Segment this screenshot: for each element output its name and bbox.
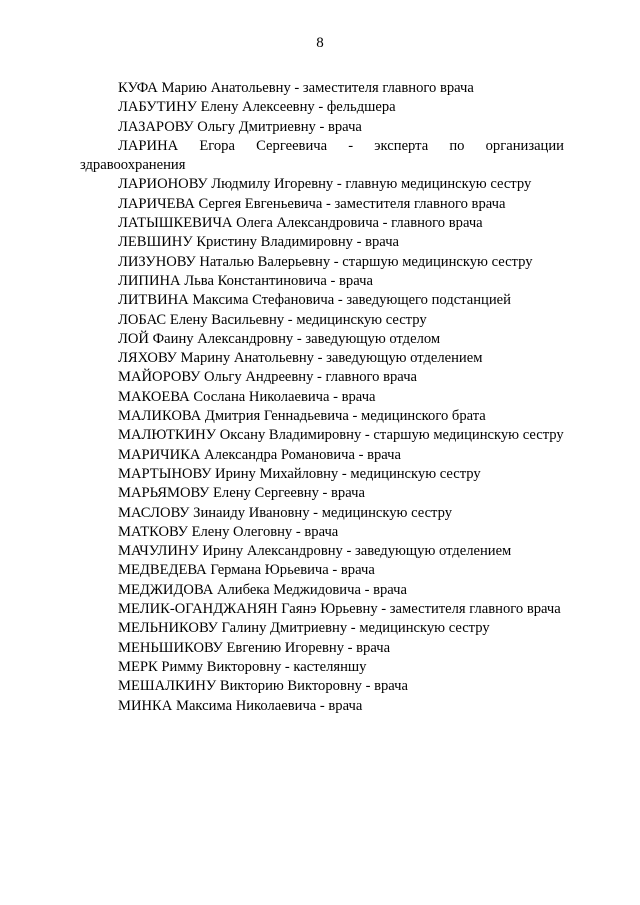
list-item: ЛОЙ Фаину Александровну - заведующую отделом	[118, 330, 441, 347]
page-number: 8	[316, 35, 324, 51]
entry-list	[80, 79, 564, 716]
list-item: ЛИПИНА Льва Константиновича - врача	[118, 272, 373, 289]
list-item: МАСЛОВУ Зинаиду Ивановну - медицинскую сестру	[118, 504, 453, 521]
list-item: ЛАТЫШКЕВИЧА Олега Александровича - главного врача	[118, 215, 483, 232]
list-item: МАЙОРОВУ Ольгу Андреевну - главного врача	[118, 369, 418, 386]
list-item: МЕДВЕДЕВА Германа Юрьевича - врача	[118, 562, 375, 579]
list-item: ЛАБУТИНУ Елену Алексеевну - фельдшера	[118, 99, 396, 116]
list-item: ЛИТВИНА Максима Стефановича - заведующего подстанцией	[118, 292, 511, 309]
list-item: ЛАРИОНОВУ Людмилу Игоревну - главную медицинскую сестру	[118, 176, 532, 193]
list-item: МЕЛЬНИКОВУ Галину Дмитриевну - медицинскую сестру	[118, 620, 490, 637]
list-item: МАТКОВУ Елену Олеговну - врача	[118, 523, 339, 540]
list-item: МАКОЕВА Сослана Николаевича - врача	[118, 388, 376, 405]
list-item: КУФА Марию Анатольевну - заместителя главного врача	[118, 80, 474, 96]
list-item: ЛИЗУНОВУ Наталью Валерьевну - старшую медицинскую сестру	[118, 253, 533, 270]
list-item: МАЛЮТКИНУ Оксану Владимировну - старшую медицинскую сестру	[118, 427, 564, 444]
list-item: ЛАЗАРОВУ Ольгу Дмитриевну - врача	[118, 118, 362, 135]
list-item: МАРТЫНОВУ Ирину Михайловну - медицинскую сестру	[118, 465, 481, 482]
list-item: МЕЛИК-ОГАНДЖАНЯН Гаянэ Юрьевну - заместителя главного врача	[118, 601, 561, 618]
list-item: МЕШАЛКИНУ Викторию Викторовну - врача	[118, 678, 408, 695]
list-item: ЛЯХОВУ Марину Анатольевну - заведующую отделением	[118, 350, 483, 367]
list-item: МАЧУЛИНУ Ирину Александровну - заведующую отделением	[118, 543, 512, 560]
list-item: МЕНЬШИКОВУ Евгению Игоревну - врача	[118, 639, 391, 656]
list-item: ЛОБАС Елену Васильевну - медицинскую сестру	[118, 311, 427, 328]
list-item: МАРИЧИКА Александра Романовича - врача	[118, 446, 401, 463]
list-item: МЕРК Римму Викторовну - кастеляншу	[118, 658, 367, 675]
list-item: МИНКА Максима Николаевича - врача	[118, 697, 363, 714]
list-item: МАРЬЯМОВУ Елену Сергеевну - врача	[118, 485, 365, 502]
list-item: МЕДЖИДОВА Алибека Меджидовича - врача	[118, 581, 407, 598]
list-item: ЛАРИЧЕВА Сергея Евгеньевича - заместителя главного врача	[118, 195, 506, 212]
list-item: МАЛИКОВА Дмитрия Геннадьевича - медицинского брата	[118, 408, 486, 425]
list-item: ЛАРИНА Егора Сергеевича - эксперта по организации здравоохранения	[80, 137, 564, 174]
list-item: ЛЕВШИНУ Кристину Владимировну - врача	[118, 234, 400, 251]
